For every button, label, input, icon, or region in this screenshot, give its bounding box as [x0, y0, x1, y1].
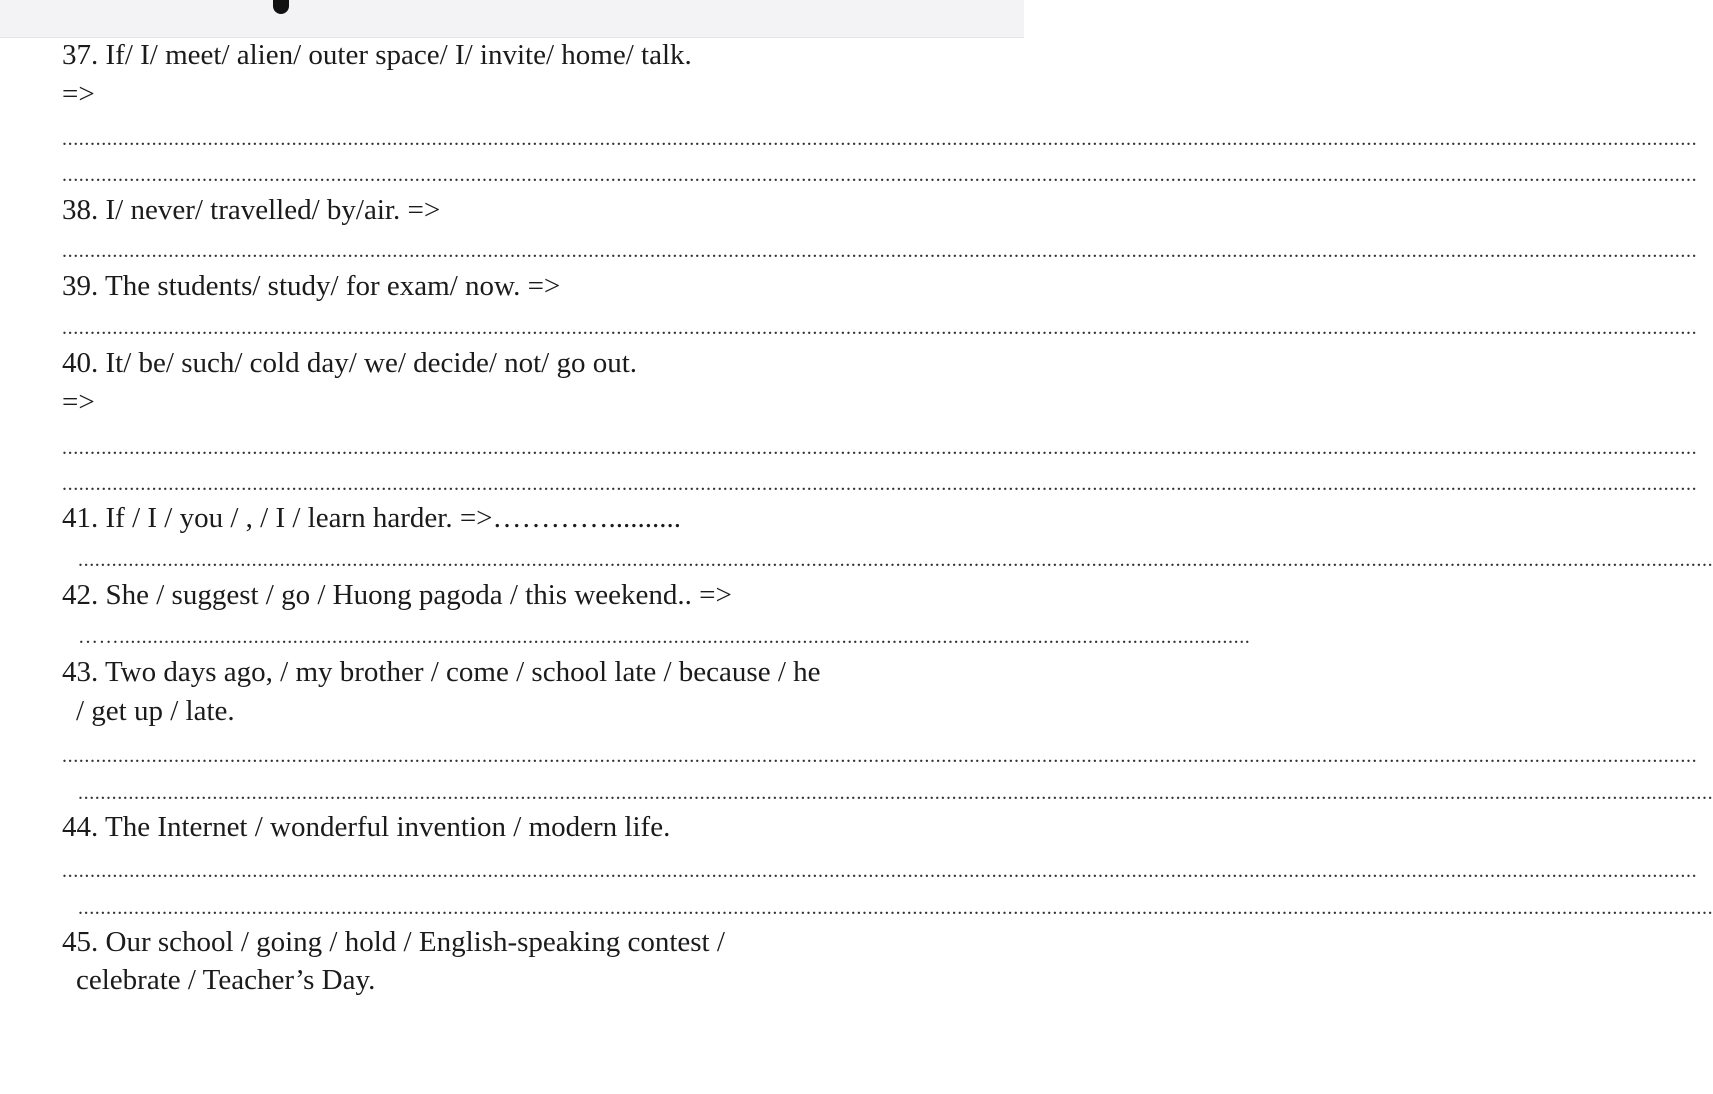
- question-41: [62, 501, 681, 535]
- answer-trail[interactable]: …………..........: [492, 502, 682, 534]
- answer-line[interactable]: ....................................................................................................................................................................................................................................................................................................: [62, 164, 1698, 186]
- answer-line[interactable]: ....................................................................................................................................................................................................................................................................................................: [78, 782, 1713, 804]
- answer-line[interactable]: ....................................................................................................................................................................................................................................................................................................: [62, 473, 1698, 495]
- question-text: I/ never/ travelled/ by/air. =>: [105, 194, 441, 226]
- question-text: The Internet / wonderful invention / modern life.: [104, 811, 671, 843]
- question-40: [62, 346, 637, 380]
- question-42: [62, 578, 732, 612]
- question-text: Our school / going / hold / English-speaking contest /: [105, 926, 725, 958]
- answer-arrow: =>: [62, 386, 95, 418]
- question-45: [62, 925, 725, 959]
- answer-line[interactable]: ....................................................................................................................................................................................................................................................................................................: [62, 745, 1698, 767]
- question-37: [62, 38, 692, 72]
- answer-line[interactable]: ....................................................................................................................................................................................................................................................................................................: [62, 128, 1698, 150]
- question-number: 41.: [62, 502, 99, 534]
- question-text: She / suggest / go / Huong pagoda / this weekend.. =>: [105, 579, 732, 611]
- answer-line[interactable]: ....................................................................................................................................................................................................................................................................................................: [62, 240, 1698, 262]
- answer-line[interactable]: ....................................................................................................................................................................................................................................................................................................: [78, 549, 1713, 571]
- answer-line[interactable]: ....................................................................................................................................................................................................................................................................................................: [62, 437, 1698, 459]
- question-text: The students/ study/ for exam/ now. =>: [104, 270, 561, 302]
- answer-line[interactable]: ....................................................................................................................................................................................................................................................................................................: [78, 897, 1713, 919]
- question-43: [62, 655, 821, 689]
- question-number: 38.: [62, 194, 99, 226]
- question-number: 40.: [62, 347, 99, 379]
- question-number: 42.: [62, 579, 99, 611]
- question-number: 39.: [62, 270, 99, 302]
- answer-line[interactable]: ……..........................................................................................................................................................................................................: [78, 626, 1251, 648]
- question-number: 43.: [62, 656, 99, 688]
- question-number: 44.: [62, 811, 99, 843]
- question-number: 45.: [62, 926, 99, 958]
- question-38: [62, 193, 440, 227]
- question-text: If/ I/ meet/ alien/ outer space/ I/ invite/ home/ talk.: [105, 39, 692, 71]
- answer-line[interactable]: ....................................................................................................................................................................................................................................................................................................: [62, 860, 1698, 882]
- answer-arrow: =>: [62, 78, 95, 110]
- question-number: 37.: [62, 39, 99, 71]
- question-text-continued: celebrate / Teacher’s Day.: [76, 964, 376, 996]
- question-text: If / I / you / , / I / learn harder. =>: [105, 502, 493, 534]
- question-text: Two days ago, / my brother / come / school late / because / he: [104, 656, 821, 688]
- question-39: [62, 269, 560, 303]
- question-text: It/ be/ such/ cold day/ we/ decide/ not/ go out.: [105, 347, 638, 379]
- question-text-continued: / get up / late.: [76, 695, 235, 727]
- question-44: [62, 810, 670, 844]
- answer-line[interactable]: ....................................................................................................................................................................................................................................................................................................: [62, 317, 1698, 339]
